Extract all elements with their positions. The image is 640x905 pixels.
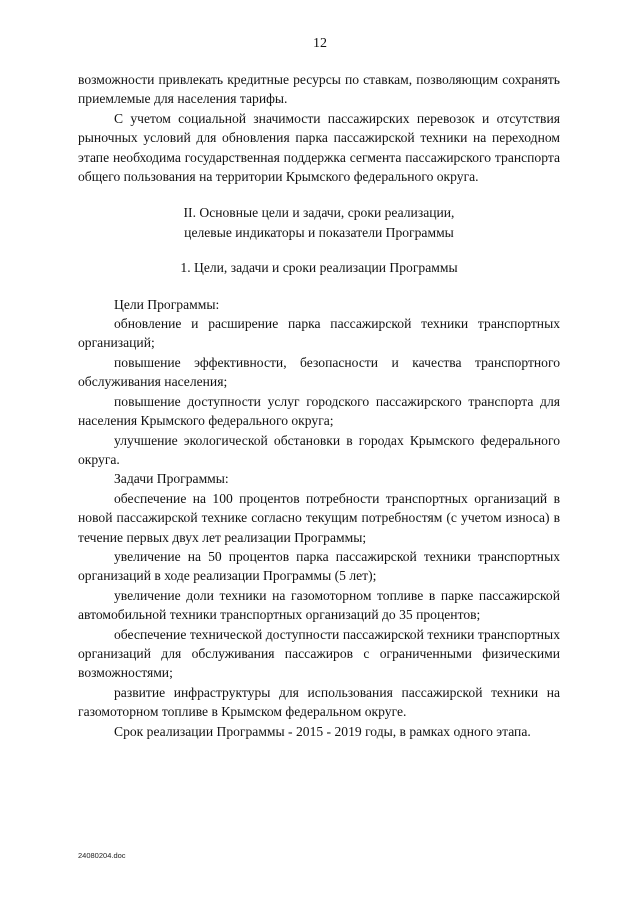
- subsection-heading: 1. Цели, задачи и сроки реализации Программы: [180, 260, 458, 276]
- goals-title: Цели Программы:: [114, 296, 220, 312]
- paragraph-social-significance: С учетом социальной значимости пассажирских перевозок и отсутствия рыночных условий для обновления парка пассажирской техники на переходном этапе необходима государственная поддержка сегмента пассажирского транспорта общего пользования на территории Крымского федерального округа.: [78, 110, 560, 185]
- paragraph-intro-continuation: возможности привлекать кредитные ресурсы по ставкам, позволяющим сохранять приемлемые для населения тарифы.: [78, 72, 560, 107]
- footer-filename: 24080204.doc: [78, 851, 126, 860]
- goal-item: обновление и расширение парка пассажирской техники транспортных организаций;: [78, 316, 560, 351]
- task-item: увеличение на 50 процентов парка пассажирской техники транспортных организаций в ходе реализации Программы (5 лет);: [78, 548, 560, 584]
- goal-item: улучшение экологической обстановки в городах Крымского федерального округа.: [78, 432, 560, 467]
- section-heading-line-1: II. Основные цели и задачи, сроки реализации,: [183, 205, 455, 221]
- goal-item: повышение доступности услуг городского пассажирского транспорта для населения Крымского федерального округа;: [78, 393, 560, 429]
- section-heading: [78, 203, 560, 242]
- task-item: обеспечение на 100 процентов потребности транспортных организаций в новой пассажирской технике согласно текущим потребностям (с учетом износа) в течение первых двух лет реализации Программы;: [78, 490, 560, 545]
- tasks-title: Задачи Программы:: [114, 471, 229, 487]
- section-heading-line-2: целевые индикаторы и показатели Программы: [184, 224, 454, 240]
- goal-item: повышение эффективности, безопасности и качества транспортного обслуживания населения;: [78, 354, 560, 390]
- task-item: увеличение доли техники на газомоторном топливе в парке пассажирской автомобильной техники транспортных организаций до 35 процентов;: [78, 587, 560, 623]
- task-item: развитие инфраструктуры для использования пассажирской техники на газомоторном топливе в Крымском федеральном округе.: [78, 684, 560, 720]
- task-item: обеспечение технической доступности пассажирской техники транспортных организаций для обслуживания пассажиров с ограниченными физическими возможностями;: [78, 626, 560, 681]
- page-number: 12: [313, 36, 327, 51]
- document-body: [78, 70, 560, 741]
- program-term: Срок реализации Программы - 2015 - 2019 годы, в рамках одного этапа.: [114, 723, 531, 739]
